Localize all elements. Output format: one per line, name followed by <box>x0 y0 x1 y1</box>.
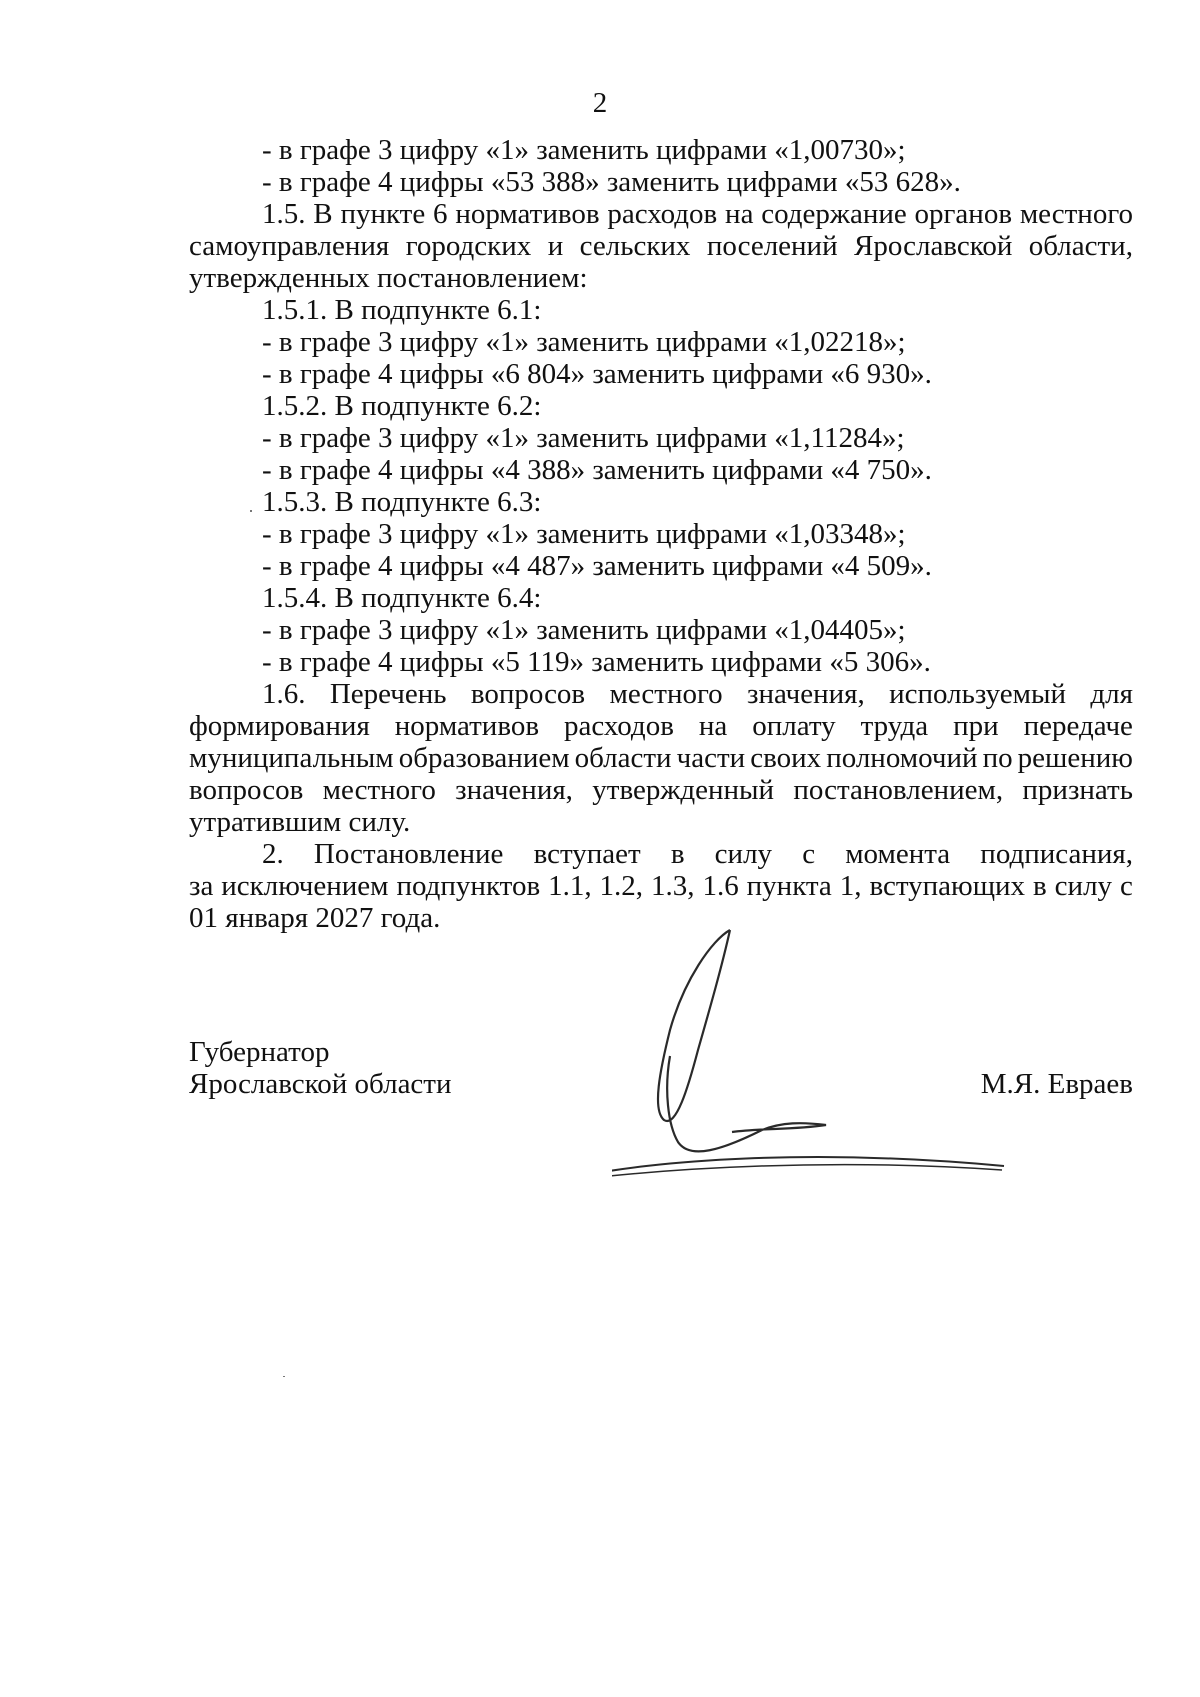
document-line: - в графе 4 цифры «4 487» заменить цифрами «4 509». <box>262 550 932 582</box>
word: вступает <box>533 838 641 870</box>
word: местного <box>322 774 436 806</box>
word: вопросов <box>470 678 586 710</box>
document-line: 01 января 2027 года. <box>189 902 441 934</box>
document-line: 1.5.4. В подпункте 6.4: <box>262 582 542 614</box>
word: области, <box>1028 230 1133 262</box>
word: по <box>982 742 1013 774</box>
document-line: - в графе 4 цифры «4 388» заменить цифрами «4 750». <box>262 454 932 486</box>
signature-title-line1: Губернатор <box>189 1036 330 1068</box>
word: Постановление <box>313 838 504 870</box>
document-line: утратившим силу. <box>189 806 411 838</box>
signature-title <box>189 1036 452 1100</box>
word: 1.2, <box>599 870 644 902</box>
word: значения, <box>746 678 865 710</box>
word: постановлением, <box>793 774 1004 806</box>
word: сельских <box>579 230 691 262</box>
word: 1.1, <box>548 870 592 902</box>
word: значения, <box>455 774 573 806</box>
word: с <box>1120 870 1133 902</box>
document-line: 1.5.1. В подпункте 6.1: <box>262 294 542 326</box>
document-line <box>189 198 1133 230</box>
word: признать <box>1022 774 1133 806</box>
word: расходов <box>564 710 674 742</box>
word: вопросов <box>189 774 304 806</box>
word: 1, <box>839 870 862 902</box>
document-line <box>189 838 1133 870</box>
word: муниципальным <box>189 742 394 774</box>
word: и <box>547 230 564 262</box>
word: 1.5. <box>262 198 306 230</box>
document-line: - в графе 3 цифру «1» заменить цифрами «1,04405»; <box>262 614 906 646</box>
word: местного <box>1019 198 1133 230</box>
word: содержание <box>761 198 907 230</box>
handwritten-signature <box>612 920 1012 1180</box>
word: В <box>313 198 333 230</box>
word: момента <box>845 838 951 870</box>
word: используемый <box>889 678 1067 710</box>
word: 1.3, <box>651 870 695 902</box>
word: передаче <box>1023 710 1133 742</box>
document-line: 1.5.2. В подпункте 6.2: <box>262 390 542 422</box>
word: формирования <box>189 710 370 742</box>
document-line: - в графе 3 цифру «1» заменить цифрами «1,03348»; <box>262 518 906 550</box>
document-line <box>189 678 1133 710</box>
word: расходов <box>607 198 718 230</box>
document-line: - в графе 3 цифру «1» заменить цифрами «1,00730»; <box>262 134 906 166</box>
word: области <box>574 742 672 774</box>
word: Ярославской <box>854 230 1013 262</box>
word: городских <box>405 230 532 262</box>
word: 6 <box>433 198 448 230</box>
word: исключением <box>221 870 389 902</box>
word: при <box>953 710 999 742</box>
signatory-name: М.Я. Евраев <box>980 1068 1133 1100</box>
word: силу <box>714 838 773 870</box>
word: полномочий <box>826 742 978 774</box>
word: 1.6 <box>702 870 739 902</box>
word: нормативов <box>394 710 540 742</box>
word: пункта <box>746 870 832 902</box>
word: в <box>1033 870 1047 902</box>
word: утвержденный <box>592 774 775 806</box>
page-number: 2 <box>592 87 608 119</box>
word: пункте <box>340 198 426 230</box>
word: части <box>676 742 746 774</box>
word: за <box>189 870 214 902</box>
word: 1.6. <box>262 678 306 710</box>
word: образованием <box>398 742 570 774</box>
document-line: - в графе 4 цифры «53 388» заменить цифрами «53 628». <box>262 166 961 198</box>
word: решению <box>1017 742 1133 774</box>
scan-speck <box>250 510 252 512</box>
word: для <box>1090 678 1133 710</box>
scan-speck <box>283 1376 285 1377</box>
word: подписания, <box>980 838 1133 870</box>
document-line <box>189 230 1133 262</box>
word: самоуправления <box>189 230 390 262</box>
signature-title-line2: Ярославской области <box>189 1068 452 1100</box>
word: на <box>725 198 754 230</box>
word: местного <box>609 678 723 710</box>
document-line <box>189 710 1133 742</box>
document-line: - в графе 4 цифры «5 119» заменить цифрами «5 306». <box>262 646 931 678</box>
document-line: - в графе 4 цифры «6 804» заменить цифрами «6 930». <box>262 358 932 390</box>
word: Перечень <box>329 678 447 710</box>
document-line: - в графе 3 цифру «1» заменить цифрами «1,02218»; <box>262 326 906 358</box>
word: подпунктов <box>396 870 541 902</box>
word: нормативов <box>455 198 600 230</box>
word: поселений <box>706 230 838 262</box>
document-body <box>189 134 1133 934</box>
document-line <box>189 742 1133 774</box>
document-line <box>189 870 1133 902</box>
document-line: - в графе 3 цифру «1» заменить цифрами «1,11284»; <box>262 422 905 454</box>
word: труда <box>860 710 929 742</box>
document-line: 1.5.3. В подпункте 6.3: <box>262 486 542 518</box>
word: 2. <box>262 838 284 870</box>
word: в <box>670 838 685 870</box>
document-line <box>189 774 1133 806</box>
word: на <box>698 710 728 742</box>
word: органов <box>914 198 1013 230</box>
word: своих <box>750 742 822 774</box>
word: силу <box>1054 870 1113 902</box>
word: вступающих <box>869 870 1026 902</box>
word: оплату <box>752 710 836 742</box>
word: с <box>802 838 816 870</box>
document-line: утвержденных постановлением: <box>189 262 588 294</box>
